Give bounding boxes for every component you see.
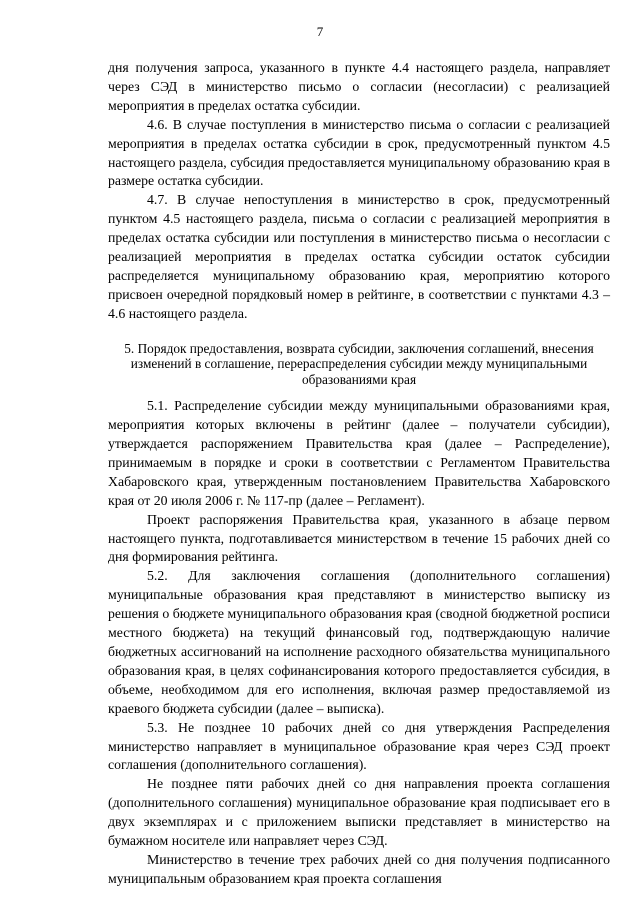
page-number: 7 <box>316 24 324 39</box>
paragraph: Проект распоряжения Правительства края, указанного в абзаце первом настоящего пункта, подготавливается министерством в течение 15 рабочих дней со дня формирования рейтинга. <box>108 511 610 565</box>
paragraphs-before-heading <box>108 59 610 324</box>
paragraph: Министерство в течение трех рабочих дней со дня получения подписанного муниципальным образованием края проекта соглашения <box>108 851 610 886</box>
paragraph-5-2: 5.2. Для заключения соглашения (дополнительного соглашения) муниципальные образования края представляют в министерство выписку из решения о бюджете муниципального образования края (сводной бюджетной росписи местного бюджета) на текущий финансовый год, подтверждающую наличие бюджетных ассигнований на исполнение расходного обязательства муниципального образования края, в целях софинансирования которого предоставляется субсидия, в объеме, необходимом для его исполнения, включая размер предоставляемой из краевого бюджета субсидии (далее – выписка). <box>108 568 610 716</box>
document-body <box>108 59 610 889</box>
paragraph: Не позднее пяти рабочих дней со дня направления проекта соглашения (дополнительного соглашения) муниципальное образование края подписывает его в двух экземплярах и с приложением выписки представляет в министерство на бумажном носителе или направляет через СЭД. <box>108 776 610 849</box>
section-heading: 5. Порядок предоставления, возврата субсидии, заключения соглашений, внесения изменений в соглашение, перераспределения субсидии между муниципальными образованиями края <box>124 340 594 387</box>
paragraph-4-6: 4.6. В случае поступления в министерство письма о согласии с реализацией мероприятия в пределах остатка субсидии в срок, предусмотренный пунктом 4.5 настоящего раздела, субсидия предоставляется муниципальному образованию края в размере остатка субсидии. <box>108 116 610 189</box>
paragraph-4-7: 4.7. В случае непоступления в министерство в срок, предусмотренный пунктом 4.5 настоящего раздела, письма о согласии с реализацией мероприятия в пределах остатка субсидии или поступления в министерство письма о несогласии с реализацией мероприятия в пределах остатка субсидии остаток субсидии распределяется муниципальному образованию края, мероприятию которого присвоен очередной порядковый номер в рейтинге, в соответствии с пунктами 4.3 – 4.6 настоящего раздела. <box>108 192 610 321</box>
paragraph-5-1: 5.1. Распределение субсидии между муниципальными образованиями края, мероприятия которых включены в рейтинг (далее – получатели субсидии), утверждается распоряжением Правительства края (далее – Распределение), принимаемым в порядке и сроки в соответствии с Регламентом Правительства Хабаровского края, утвержденным постановлением Правительства Хабаровского края от 20 июля 2006 г. № 117-пр (далее – Регламент). <box>108 398 610 508</box>
paragraph-5-3: 5.3. Не позднее 10 рабочих дней со дня утверждения Распределения министерство направляет в муниципальное образование края через СЭД проект соглашения (дополнительного соглашения). <box>108 719 610 773</box>
paragraph: дня получения запроса, указанного в пункте 4.4 настоящего раздела, направляет через СЭД в министерство письмо о согласии (несогласии) с реализацией мероприятия в пределах остатка субсидии. <box>108 60 610 113</box>
paragraphs-after-heading <box>108 397 610 889</box>
